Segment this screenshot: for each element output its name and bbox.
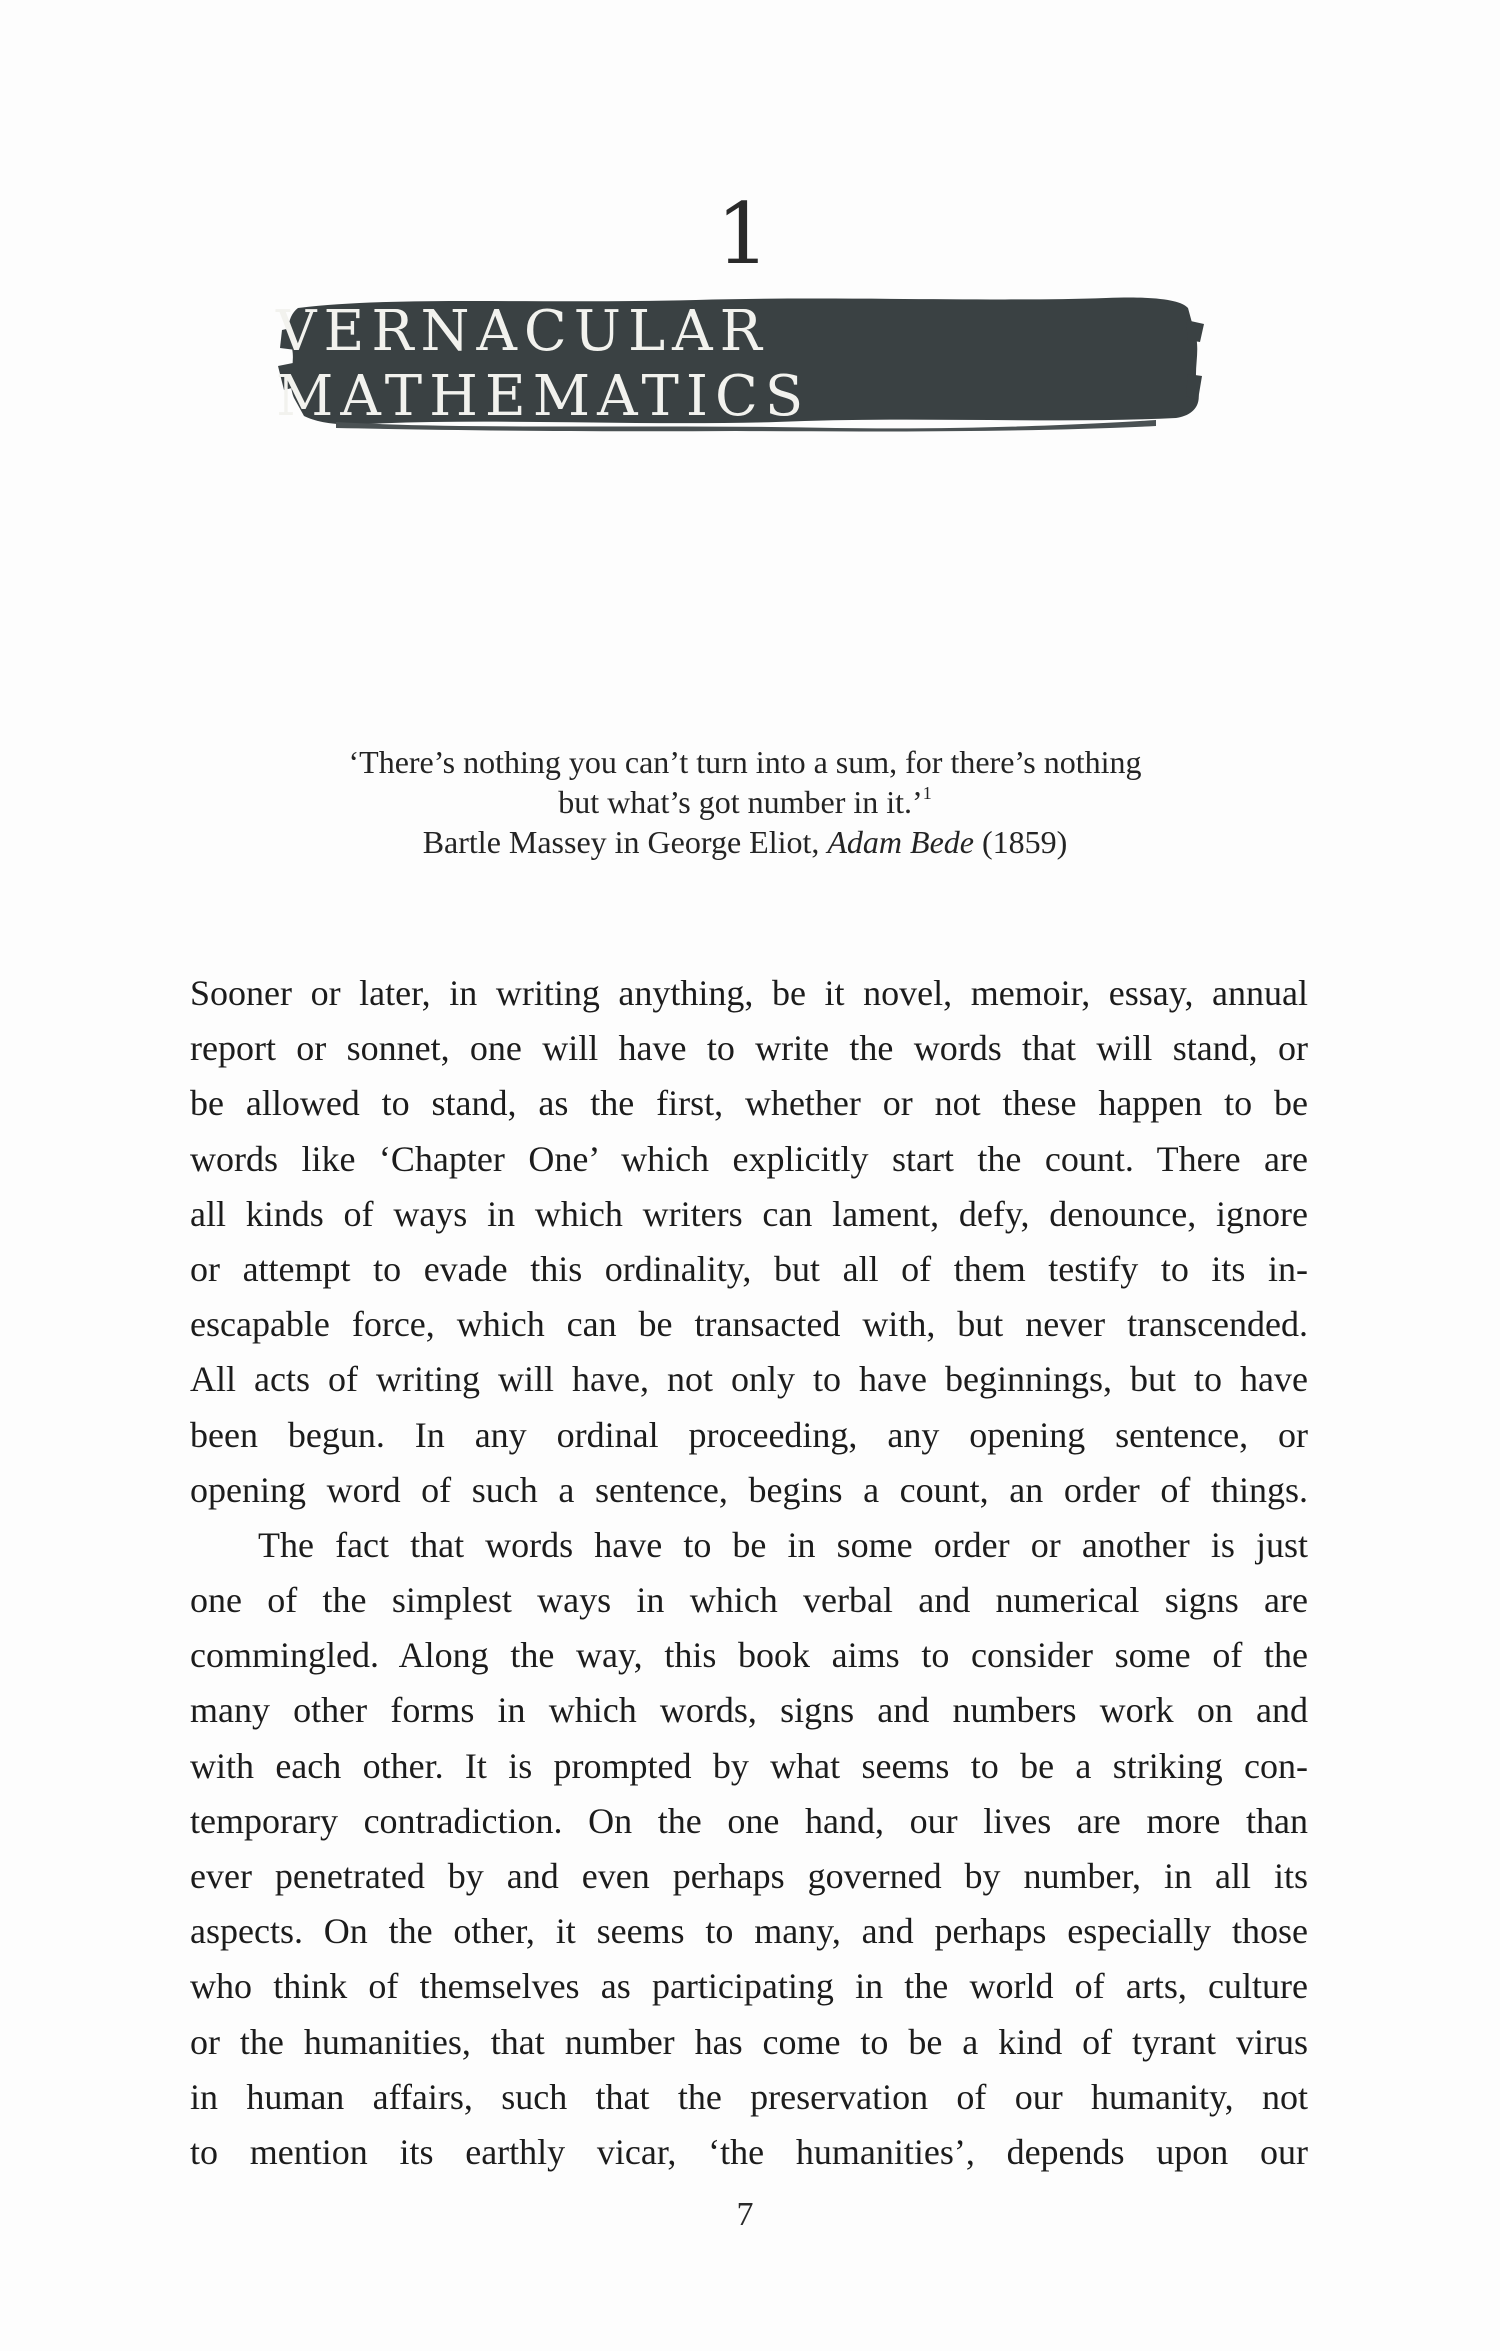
text-line: or attempt to evade this ordinality, but all of them testify to its in- [190, 1248, 1308, 1289]
chapter-title: VERNACULAR MATHEMATICS [276, 299, 811, 429]
text-line: temporary contradiction. On the one hand, our lives are more than [190, 1800, 1308, 1841]
text-line: opening word of such a sentence, begins a count, an order of things. [190, 1469, 1308, 1510]
attribution-title: Adam Bede [827, 824, 974, 860]
text-line: been begun. In any ordinal proceeding, any opening sentence, or [190, 1414, 1308, 1455]
text-line: be allowed to stand, as the first, whether or not these happen to be [190, 1083, 1308, 1124]
text-line: all kinds of ways in which writers can lament, defy, denounce, ignore [190, 1193, 1308, 1234]
text-line: commingled. Along the way, this book aims to consider some of the [190, 1635, 1308, 1676]
text-line: escapable force, which can be transacted with, but never transcended. [190, 1304, 1308, 1345]
text-line: or the humanities, that number has come to be a kind of tyrant virus [190, 2021, 1308, 2062]
paragraph-2 [190, 1518, 1308, 2180]
text-line: Sooner or later, in writing anything, be it novel, memoir, essay, annual [190, 973, 1308, 1013]
text-line: All acts of writing will have, not only to have beginnings, but to have [190, 1359, 1308, 1400]
chapter-number: 1 [716, 185, 770, 283]
page-number: 7 [736, 2196, 754, 2233]
text-line: report or sonnet, one will have to write the words that will stand, or [190, 1028, 1308, 1069]
footnote-reference: 1 [922, 783, 932, 803]
text-line: with each other. It is prompted by what seems to be a striking con- [190, 1745, 1308, 1786]
text-line: one of the simplest ways in which verbal and numerical signs are [190, 1580, 1308, 1621]
epigraph-line-1: ‘There’s nothing you can’t turn into a sum, for there’s nothing [348, 744, 1142, 780]
body-text [190, 966, 1308, 2180]
epigraph-attribution [0, 822, 1490, 862]
epigraph-line-2-text: but what’s got number in it.’ [558, 784, 923, 820]
text-line: ever penetrated by and even perhaps governed by number, in all its [190, 1856, 1308, 1896]
text-line: to mention its earthly vicar, ‘the humanities’, depends upon our [190, 2131, 1308, 2172]
chapter-title-banner [276, 290, 1206, 432]
text-line: words like ‘Chapter One’ which explicitly start the count. There are [190, 1138, 1308, 1179]
epigraph [0, 742, 1490, 862]
text-line: The fact that words have to be in some order or another is just [258, 1524, 1308, 1565]
text-line: who think of themselves as participating in the world of arts, culture [190, 1966, 1308, 2007]
text-line: in human affairs, such that the preservation of our humanity, not [190, 2076, 1308, 2117]
attribution-suffix: (1859) [973, 824, 1068, 860]
epigraph-line-2 [0, 782, 1490, 822]
text-line: aspects. On the other, it seems to many, and perhaps especially those [190, 1911, 1308, 1952]
paragraph-1 [190, 966, 1308, 1518]
text-line: many other forms in which words, signs and numbers work on and [190, 1690, 1308, 1731]
attribution-prefix: Bartle Massey in George Eliot, [422, 824, 828, 860]
